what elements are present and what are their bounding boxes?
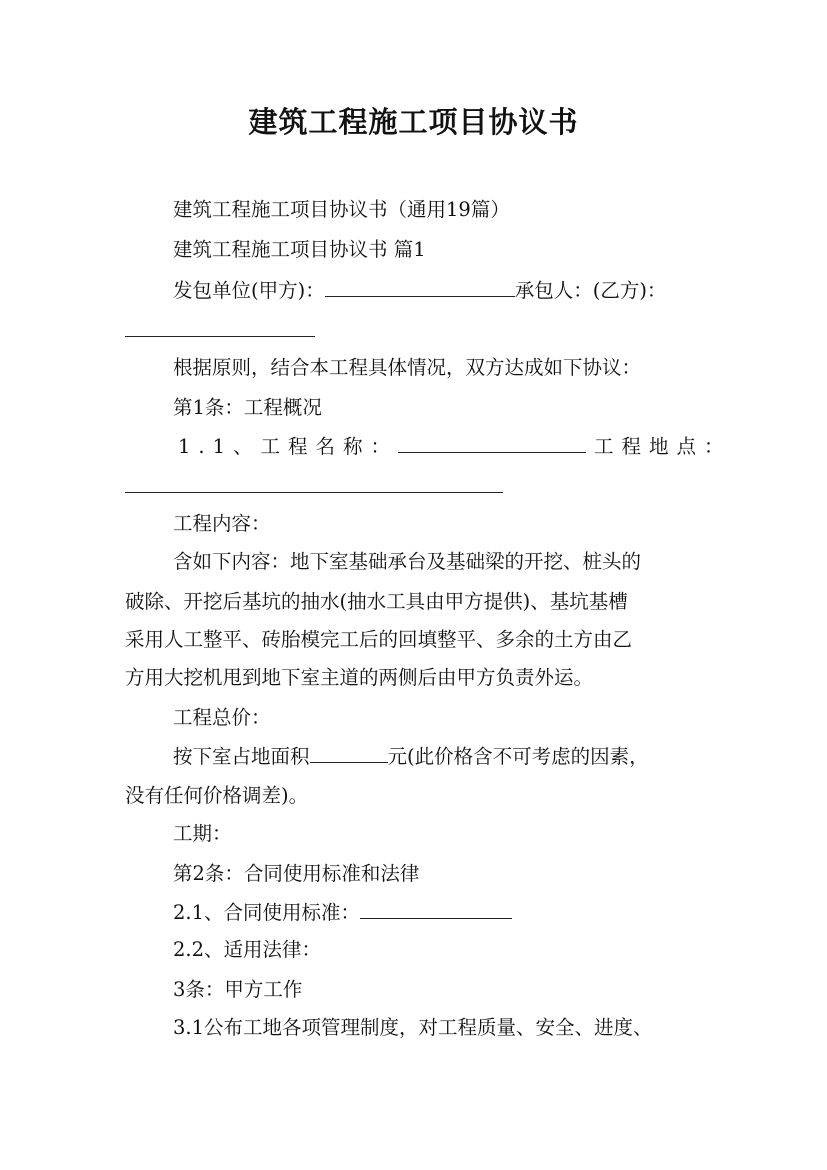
article-3-heading: 3条：甲方工作 [173,978,303,1001]
content-line-1: 含如下内容：地下室基础承台及基础梁的开挖、桩头的 [173,550,642,573]
project-name-blank [398,432,586,453]
item-2-1-line [173,898,512,927]
content-line-4: 方用大挖机甩到地下室主道的两侧后由甲方负责外运。 [125,666,594,689]
price-blank [310,742,388,763]
party-b-label: 承包人：(乙方)： [514,279,667,302]
party-b-blank [125,316,315,337]
intro-paragraph: 根据原则，结合本工程具体情况，双方达成如下协议： [173,356,642,379]
period-label: 工期： [173,822,232,845]
price-text-a: 按下室占地面积 [173,745,310,768]
item-2-2: 2.2、适用法律： [173,938,322,961]
article-1-heading: 第1条：工程概况 [173,396,322,419]
party-a-blank [325,276,515,297]
standard-label: 2.1、合同使用标准： [173,901,361,924]
party-a-label: 发包单位(甲方)： [173,279,325,302]
party-b-line [125,316,315,345]
project-location-label: 工程地点： [594,435,732,458]
price-text-b: 元(此价格含不可考虑的因素， [387,745,649,768]
content-line-3: 采用人工整平、砖胎模完工后的回填整平、多余的土方由乙 [125,628,633,651]
price-line-2: 没有任何价格调差)。 [125,784,309,807]
item-1-1-line [178,432,732,461]
price-label: 工程总价： [173,706,271,729]
article-2-heading: 第2条：合同使用标准和法律 [173,862,420,885]
content-label: 工程内容： [173,512,271,535]
party-line [173,276,666,305]
standard-blank [360,898,512,919]
subtitle: 建筑工程施工项目协议书（通用19篇） [173,198,510,221]
content-line-2: 破除、开挖后基坑的抽水(抽水工具由甲方提供)、基坑基槽 [125,590,628,613]
project-name-label: 1.1、工程名称： [178,435,399,458]
price-line-1 [173,742,649,771]
part-heading: 建筑工程施工项目协议书 篇1 [173,238,426,261]
project-location-blank [125,472,503,493]
page-title: 建筑工程施工项目协议书 [248,105,579,139]
project-location-line [125,472,503,501]
item-3-1: 3.1公布工地各项管理制度，对工程质量、安全、进度、 [173,1016,653,1039]
